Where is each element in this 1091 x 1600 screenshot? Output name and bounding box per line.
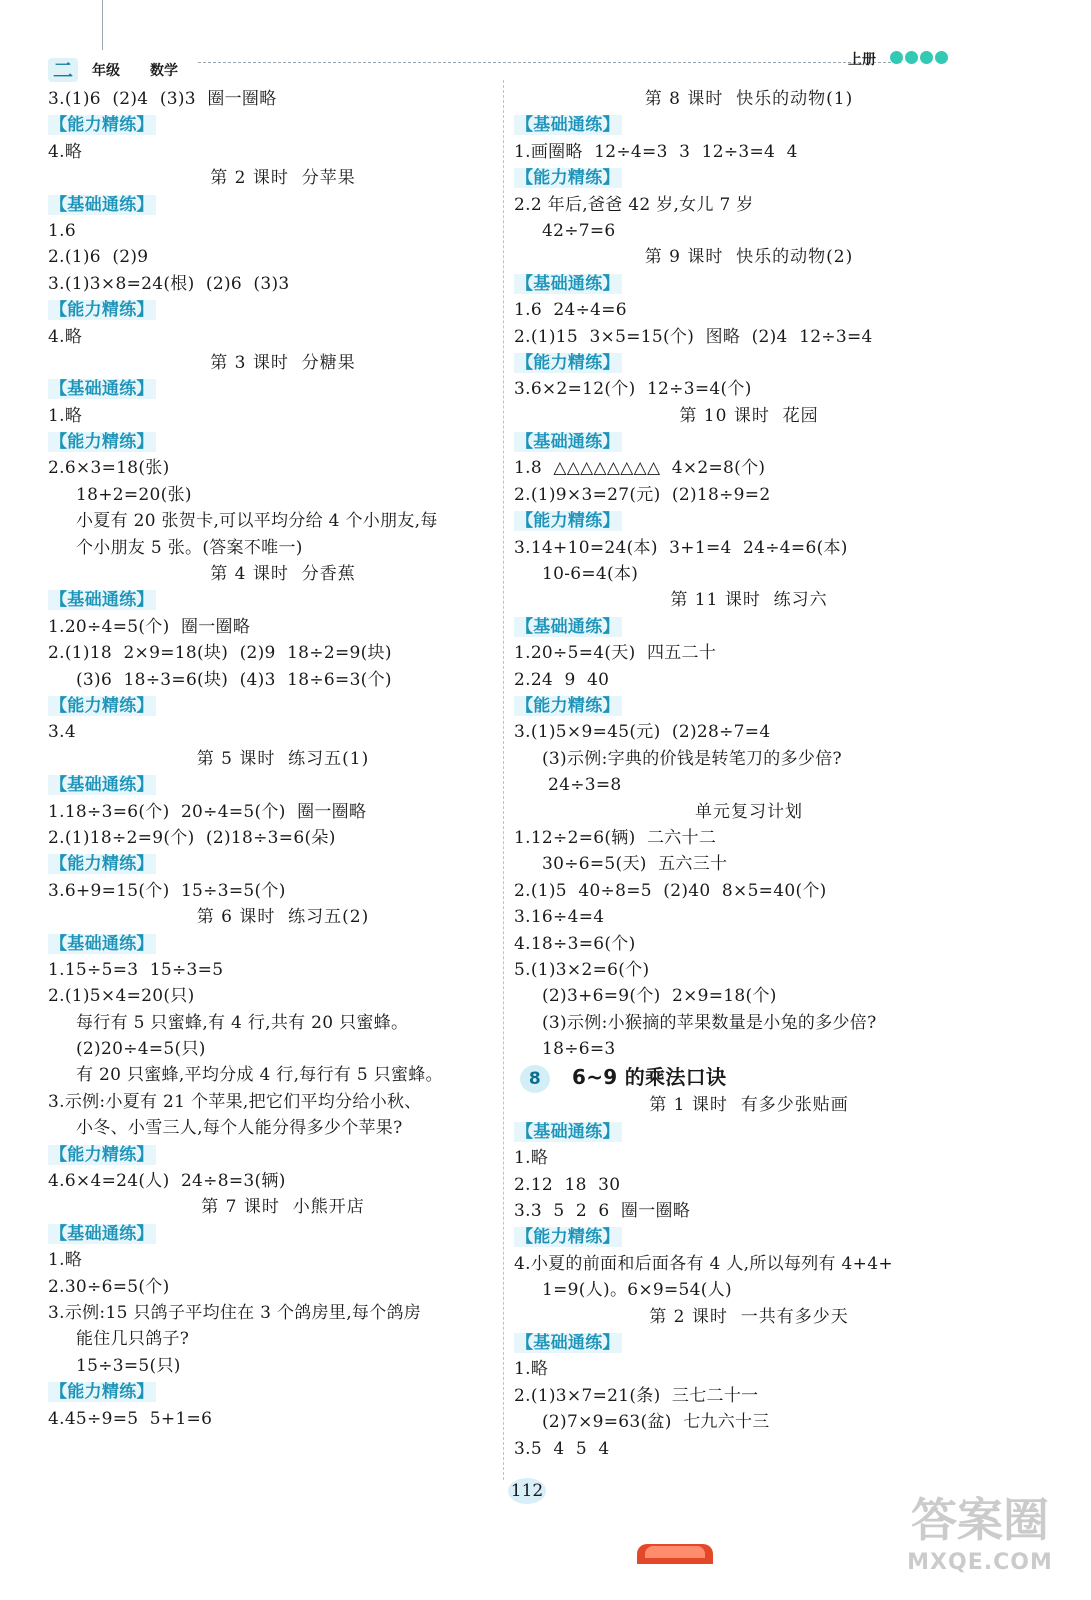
lesson-heading: 第 11 课时 练习六 <box>670 590 828 611</box>
answer-line: 1.略 <box>514 1148 549 1169</box>
lesson-heading: 第 9 课时 快乐的动物(2) <box>644 247 854 268</box>
lesson-heading: 第 7 课时 小熊开店 <box>201 1197 365 1218</box>
section-label-text: 【能力精练】 <box>50 432 154 453</box>
lesson-heading: 第 4 课时 分香蕉 <box>210 564 356 585</box>
watermark-logo <box>895 1490 1065 1590</box>
section-label-text: 【基础通练】 <box>50 933 154 954</box>
answer-line: 2.(1)15 3×5=15(个) 图略 (2)4 12÷3=4 <box>514 326 873 347</box>
answer-line: 1.20÷5=4(天) 四五二十 <box>514 643 717 664</box>
section-label <box>514 350 984 376</box>
lesson-heading: 单元复习计划 <box>695 801 803 822</box>
answer-line: (3)示例:字典的价钱是转笔刀的多少倍? <box>542 748 842 769</box>
lesson-heading: 第 3 课时 分糖果 <box>210 352 356 373</box>
section-label <box>48 693 518 719</box>
footer-tab-highlight <box>645 1546 705 1558</box>
section-label-text: 【能力精练】 <box>50 695 154 716</box>
section-label-text: 【基础通练】 <box>516 1332 620 1353</box>
answer-line: 3.4 <box>48 722 76 743</box>
section-label <box>514 1119 984 1145</box>
section-label <box>48 587 518 613</box>
answer-line: 2.30÷6=5(个) <box>48 1276 170 1297</box>
unit-heading <box>514 1062 984 1092</box>
answer-line: 2.(1)18÷2=9(个) (2)18÷3=6(朵) <box>48 827 336 848</box>
section-label-text: 【能力精练】 <box>50 300 154 321</box>
answer-line: (3)示例:小猴摘的苹果数量是小兔的多少倍? <box>542 1012 877 1033</box>
section-label <box>514 614 984 640</box>
watermark-top: 答案圈 <box>911 1493 1049 1547</box>
lesson-heading: 第 10 课时 花园 <box>679 405 819 426</box>
lesson-heading: 第 6 课时 练习五(2) <box>196 907 370 928</box>
section-label <box>514 1330 984 1356</box>
answer-line: 2.(1)3×7=21(条) 三七二十一 <box>514 1385 759 1406</box>
answer-line: 2.(1)9×3=27(元) (2)18÷9=2 <box>514 484 771 505</box>
unit-number-badge: 8 <box>520 1065 550 1093</box>
answer-line: 2.(1)5×4=20(只) <box>48 986 195 1007</box>
answer-line: 4.18÷3=6(个) <box>514 933 636 954</box>
answer-line: 1=9(人)。6×9=54(人) <box>542 1280 732 1301</box>
section-label-text: 【基础通练】 <box>50 379 154 400</box>
answer-line: 15÷3=5(只) <box>76 1355 181 1376</box>
answer-line: 1.略 <box>514 1359 549 1380</box>
answer-line: 有 20 只蜜蜂,平均分成 4 行,每行有 5 只蜜蜂。 <box>76 1065 443 1086</box>
answer-line: 3.3 5 2 6 圈一圈略 <box>514 1201 691 1222</box>
lesson-heading: 第 5 课时 练习五(1) <box>196 748 370 769</box>
column-divider <box>503 80 504 1480</box>
answer-line: 5.(1)3×2=6(个) <box>514 959 650 980</box>
answer-line: 2.(1)5 40÷8=5 (2)40 8×5=40(个) <box>514 880 827 901</box>
answer-line: 能住几只鸽子? <box>76 1329 190 1350</box>
answer-line: 3.示例:15 只鸽子平均住在 3 个鸽房里,每个鸽房 <box>48 1302 422 1323</box>
section-label <box>48 112 518 138</box>
unit-title: 6~9 的乘法口诀 <box>572 1065 727 1090</box>
answer-line: 1.6 <box>48 220 76 241</box>
section-label-text: 【基础通练】 <box>50 194 154 215</box>
section-label-text: 【基础通练】 <box>50 590 154 611</box>
answer-line: 2.(1)6 (2)9 <box>48 247 149 268</box>
lesson-heading: 第 2 课时 分苹果 <box>210 168 356 189</box>
answer-line: 2.(1)18 2×9=18(块) (2)9 18÷2=9(块) <box>48 643 392 664</box>
answer-line: 小冬、小雪三人,每个人能分得多少个苹果? <box>76 1118 403 1139</box>
section-label <box>514 1224 984 1250</box>
answer-line: 1.18÷3=6(个) 20÷4=5(个) 圈一圈略 <box>48 801 367 822</box>
page-header <box>0 0 1091 90</box>
answer-line: 1.略 <box>48 1250 83 1271</box>
section-label-text: 【能力精练】 <box>50 854 154 875</box>
answer-column-right <box>514 86 984 1462</box>
lesson-heading: 第 1 课时 有多少张贴画 <box>649 1095 849 1116</box>
answer-line: 1.15÷5=3 15÷3=5 <box>48 959 224 980</box>
section-label-text: 【基础通练】 <box>516 432 620 453</box>
answer-line: 3.(1)5×9=45(元) (2)28÷7=4 <box>514 722 771 743</box>
section-label <box>48 376 518 402</box>
section-label <box>514 112 984 138</box>
answer-column-left <box>48 86 518 1432</box>
answer-line: 1.20÷4=5(个) 圈一圈略 <box>48 616 251 637</box>
section-label-text: 【基础通练】 <box>516 273 620 294</box>
answer-line: 小夏有 20 张贺卡,可以平均分给 4 个小朋友,每 <box>76 511 438 532</box>
section-label <box>48 192 518 218</box>
section-label-text: 【能力精练】 <box>516 352 620 373</box>
header-rule-vertical <box>102 0 103 50</box>
section-label-text: 【基础通练】 <box>50 775 154 796</box>
answer-line: 2.12 18 30 <box>514 1174 621 1195</box>
section-label <box>48 1142 518 1168</box>
section-label-text: 【能力精练】 <box>516 1227 620 1248</box>
answer-line: 个小朋友 5 张。(答案不唯一) <box>76 537 303 558</box>
section-label <box>514 429 984 455</box>
answer-line: 30÷6=5(天) 五六三十 <box>542 854 728 875</box>
answer-line: (2)3+6=9(个) 2×9=18(个) <box>542 986 777 1007</box>
section-label-text: 【基础通练】 <box>50 1223 154 1244</box>
section-label <box>514 508 984 534</box>
section-label <box>48 931 518 957</box>
subject-label: 数学 <box>150 63 178 79</box>
answer-line: 1.8 △△△△△△△△ 4×2=8(个) <box>514 458 766 479</box>
section-label <box>48 772 518 798</box>
grade-badge: 二 <box>48 58 78 82</box>
section-label-text: 【能力精练】 <box>516 168 620 189</box>
page-number: 112 <box>508 1478 546 1504</box>
answer-line: 2.6×3=18(张) <box>48 458 170 479</box>
section-label <box>514 693 984 719</box>
answer-line: 3.示例:小夏有 21 个苹果,把它们平均分给小秋、 <box>48 1091 422 1112</box>
lesson-heading: 第 8 课时 快乐的动物(1) <box>644 89 854 109</box>
answer-line: 1.6 24÷4=6 <box>514 300 627 321</box>
answer-line: 24÷3=8 <box>548 775 622 796</box>
answer-line: 3.14+10=24(本) 3+1=4 24÷4=6(本) <box>514 537 848 558</box>
answer-line: 4.45÷9=5 5+1=6 <box>48 1408 213 1429</box>
section-label <box>48 297 518 323</box>
answer-line: 10-6=4(本) <box>542 564 639 585</box>
section-label <box>48 1379 518 1405</box>
answer-line: 每行有 5 只蜜蜂,有 4 行,共有 20 只蜜蜂。 <box>76 1012 409 1033</box>
answer-line: 3.16÷4=4 <box>514 907 605 928</box>
grade-label: 年级 <box>92 63 120 79</box>
answer-line: 2.24 9 40 <box>514 669 610 690</box>
section-label <box>48 851 518 877</box>
section-label-text: 【能力精练】 <box>50 1144 154 1165</box>
answer-line: (2)7×9=63(盆) 七九六十三 <box>542 1412 770 1433</box>
answer-line: (2)20÷4=5(只) <box>76 1039 206 1060</box>
answer-line: 4.6×4=24(人) 24÷8=3(辆) <box>48 1171 286 1192</box>
answer-line: 4.略 <box>48 326 83 347</box>
answer-line: 18+2=20(张) <box>76 484 192 505</box>
answer-line: 4.小夏的前面和后面各有 4 人,所以每列有 4+4+ <box>514 1253 893 1274</box>
header-decoration-icon <box>890 51 948 64</box>
section-label-text: 【能力精练】 <box>516 511 620 532</box>
answer-line: 1.略 <box>48 405 83 426</box>
section-label-text: 【基础通练】 <box>516 616 620 637</box>
section-label-text: 【基础通练】 <box>516 115 620 136</box>
answer-line: 3.6×2=12(个) 12÷3=4(个) <box>514 379 752 400</box>
answer-line: (3)6 18÷3=6(块) (4)3 18÷6=3(个) <box>76 669 392 690</box>
section-label-text: 【能力精练】 <box>50 1382 154 1403</box>
section-label <box>48 1221 518 1247</box>
section-label-text: 【能力精练】 <box>516 695 620 716</box>
answer-line: 3.(1)6 (2)4 (3)3 圈一圈略 <box>48 89 277 109</box>
answer-line: 4.略 <box>48 141 83 162</box>
section-label-text: 【基础通练】 <box>516 1121 620 1142</box>
answer-line: 3.5 4 5 4 <box>514 1438 610 1459</box>
answer-line: 42÷7=6 <box>542 220 616 241</box>
answer-line: 3.(1)3×8=24(根) (2)6 (3)3 <box>48 273 290 294</box>
section-label-text: 【能力精练】 <box>50 115 154 136</box>
answer-line: 18÷6=3 <box>542 1039 616 1060</box>
answer-line: 2.2 年后,爸爸 42 岁,女儿 7 岁 <box>514 194 754 215</box>
answer-line: 1.12÷2=6(辆) 二六十二 <box>514 827 717 848</box>
section-label <box>48 429 518 455</box>
answer-line: 3.6+9=15(个) 15÷3=5(个) <box>48 880 286 901</box>
answer-line: 1.画圈略 12÷4=3 3 12÷3=4 4 <box>514 141 798 162</box>
section-label <box>514 165 984 191</box>
header-rule <box>198 62 901 63</box>
lesson-heading: 第 2 课时 一共有多少天 <box>649 1306 849 1327</box>
volume-label: 上册 <box>848 52 876 68</box>
watermark-bottom: MXQE.COM <box>907 1550 1053 1575</box>
section-label <box>514 271 984 297</box>
